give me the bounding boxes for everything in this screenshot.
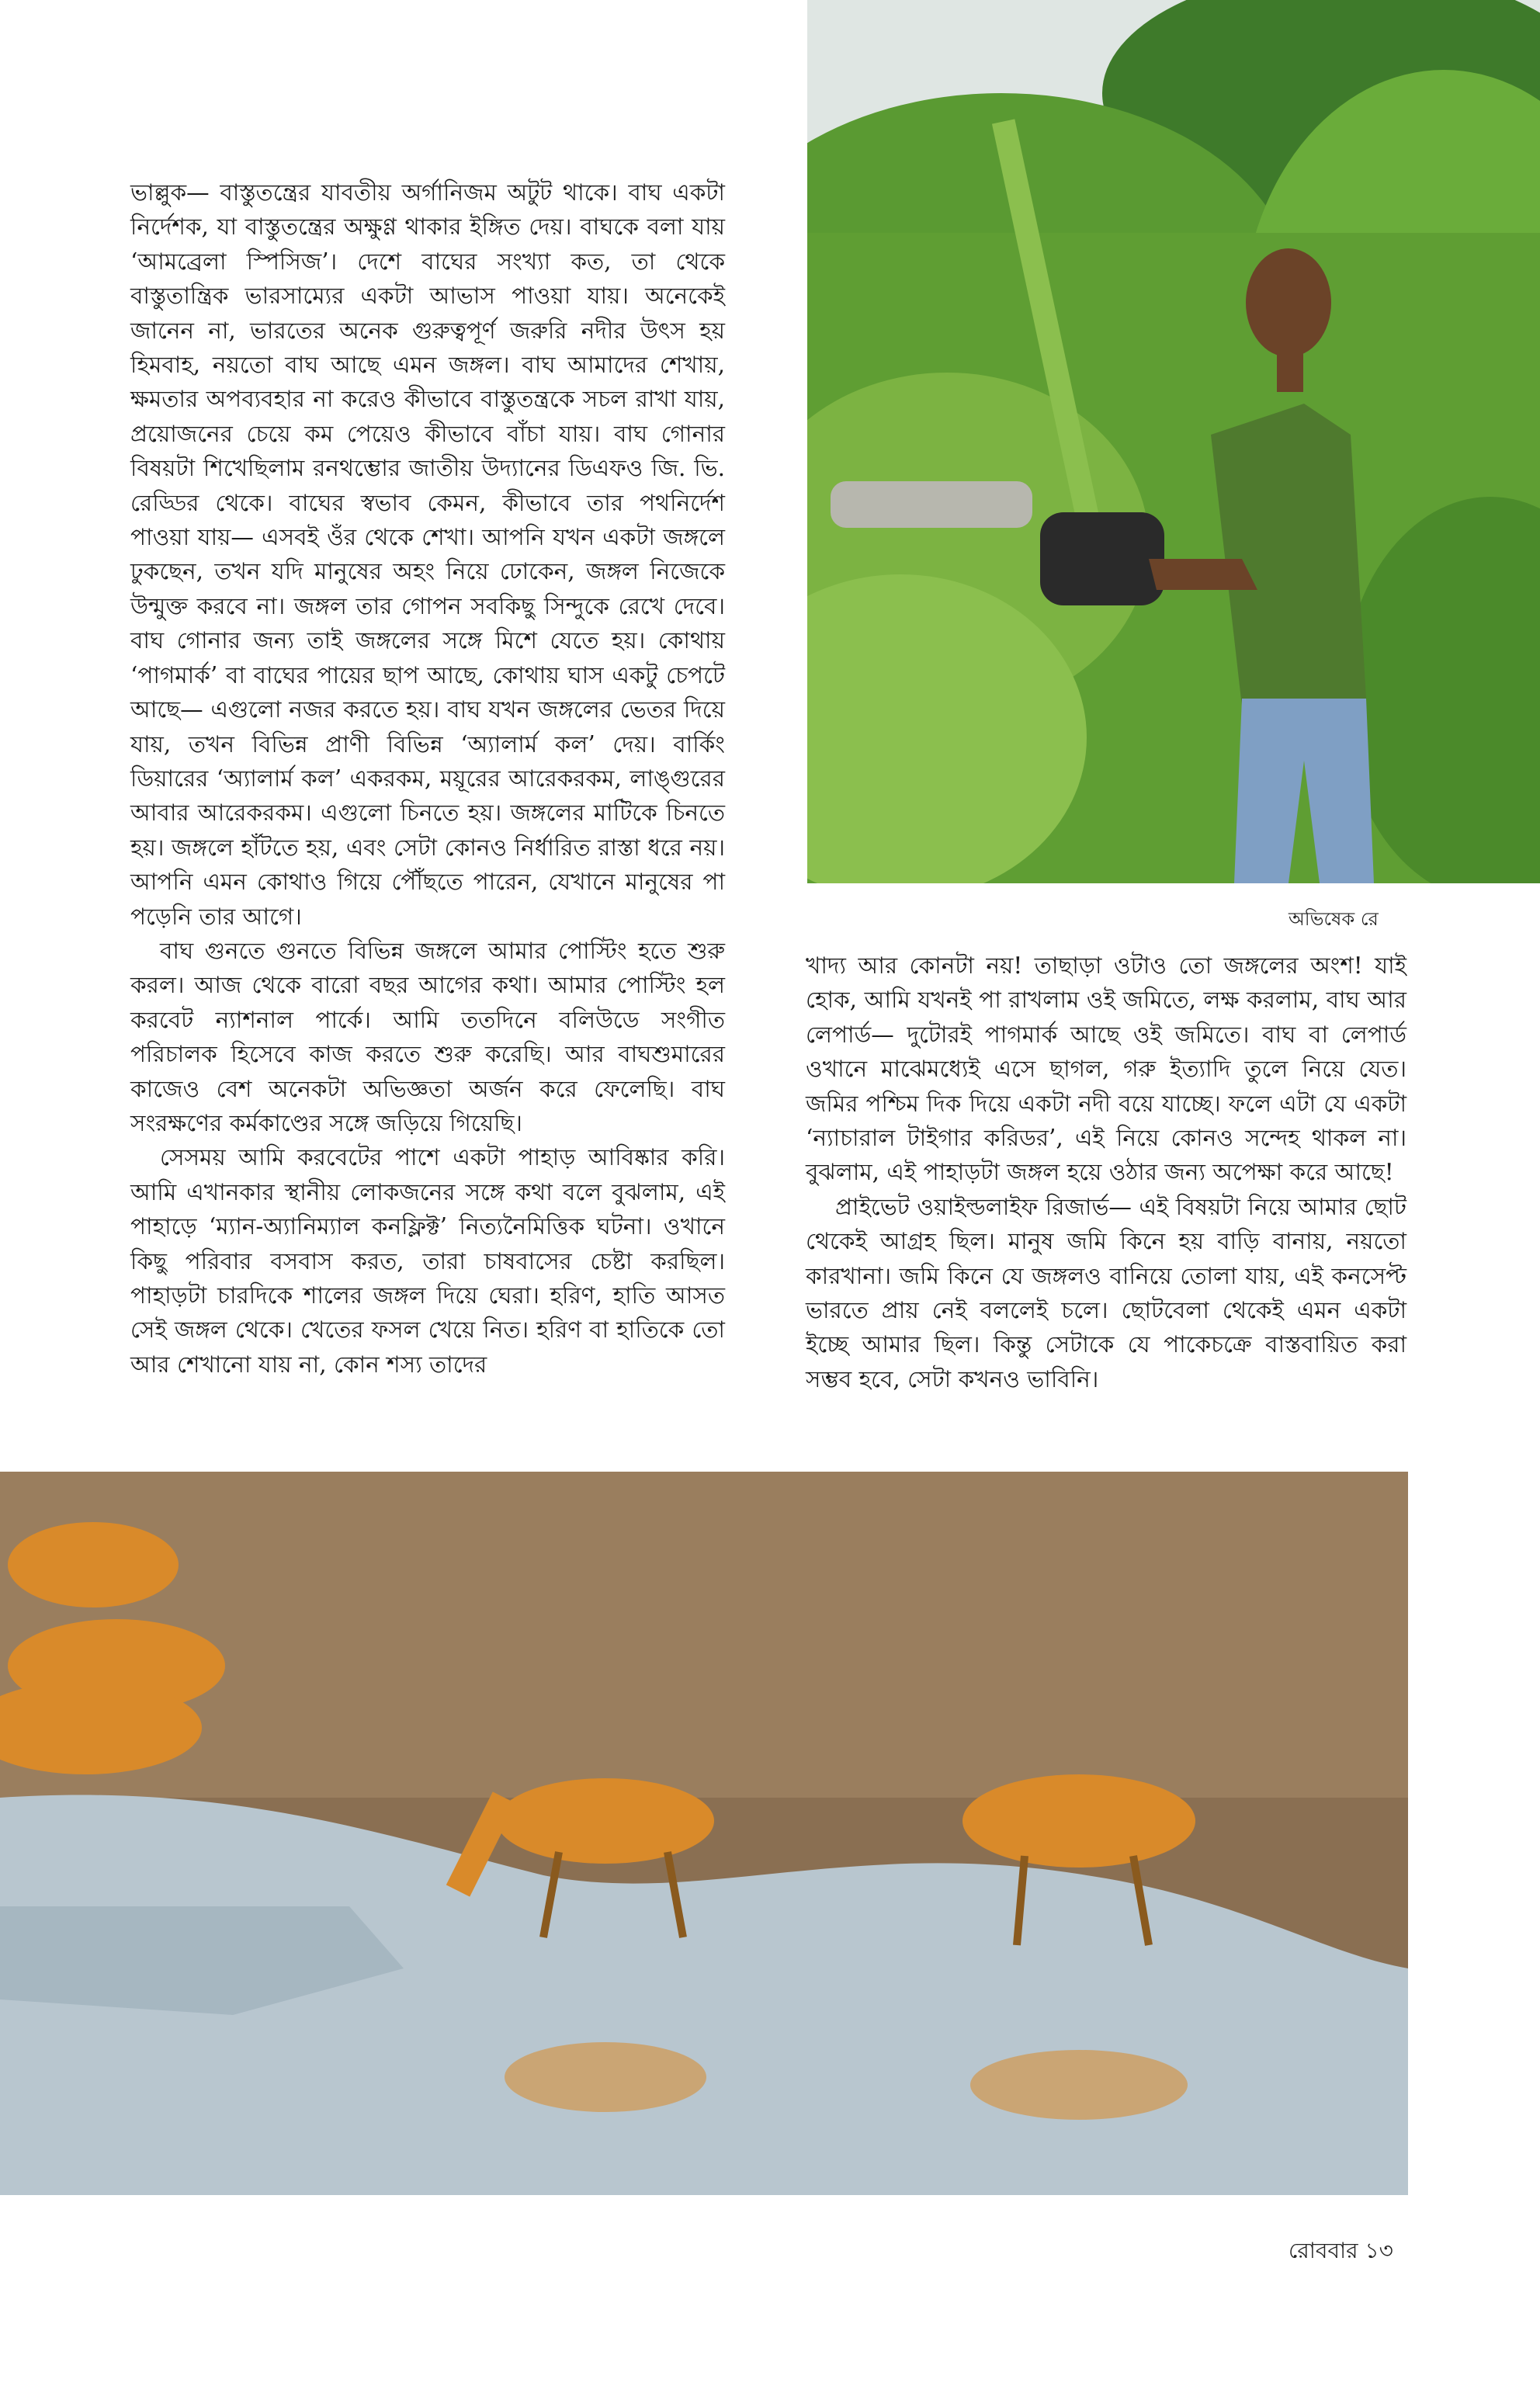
left-text-column bbox=[130, 175, 725, 1382]
paragraph: বাঘ গুনতে গুনতে বিভিন্ন জঙ্গলে আমার পোস্টিং হতে শুরু করল। আজ থেকে বারো বছর আগের কথা। আমার পোস্টিং হল করবেট ন্যাশনাল পার্কে। আমি ততদিনে বলিউডে সংগীত পরিচালক হিসেবে কাজ করতে শুরু করেছি। আর বাঘশুমারের কাজেও বেশ অনেকটা অভিজ্ঞতা অর্জন করে ফেলেছি। বাঘ সংরক্ষণের কর্মকাণ্ডের সঙ্গে জড়িয়ে গিয়েছি। bbox=[130, 937, 725, 1136]
photo-caption: অভিষেক রে bbox=[1289, 908, 1379, 930]
man-holding-sapling-photo bbox=[807, 0, 1540, 883]
paragraph: সেসময় আমি করবেটের পাশে একটা পাহাড় আবিষ্কার করি। আমি এখানকার স্থানীয় লোকজনের সঙ্গে কথা বলে বুঝলাম, এই পাহাড়ে ‘ম্যান-অ্যানিম্যাল কনফ্লিক্ট’ নিত্যনৈমিত্তিক ঘটনা। ওখানে কিছু পরিবার বসবাস করত, তারা চাষবাসের চেষ্টা করছিল। পাহাড়টা চারদিকে শালের জঙ্গল দিয়ে ঘেরা। হরিণ, হাতি আসত সেই জঙ্গল থেকে। খেতের ফসল খেয়ে নিত। হরিণ বা হাতিকে তো আর শেখানো যায় না, কোন শস্য তাদের bbox=[130, 1144, 725, 1378]
paragraph: খাদ্য আর কোনটা নয়! তাছাড়া ওটাও তো জঙ্গলের অংশ! যাই হোক, আমি যখনই পা রাখলাম ওই জমিতে, লক্ষ করলাম, বাঘ আর লেপার্ড— দুটোরই পাগমার্ক আছে ওই জমিতে। বাঘ বা লেপার্ড ওখানে মাঝেমধ্যেই এসে ছাগল, গরু ইত্যাদি তুলে নিয়ে যেত। জমির পশ্চিম দিক দিয়ে একটা নদী বয়ে যাচ্ছে। ফলে এটা যে একটা ‘ন্যাচারাল টাইগার করিডর’, এই নিয়ে কোনও সন্দেহ থাকল না। বুঝলাম, এই পাহাড়টা জঙ্গল হয়ে ওঠার জন্য অপেক্ষা করে আছে! bbox=[806, 952, 1406, 1186]
spotted-deer-photo bbox=[0, 1472, 1408, 2195]
paragraph: প্রাইভেট ওয়াইল্ডলাইফ রিজার্ভ— এই বিষয়টা নিয়ে আমার ছোট থেকেই আগ্রহ ছিল। মানুষ জমি কিনে হয় বাড়ি বানায়, নয়তো কারখানা। জমি কিনে যে জঙ্গলও বানিয়ে তোলা যায়, এই কনসেপ্ট ভারতে প্রায় নেই বললেই চলে। ছোটবেলা থেকেই এমন একটা ইচ্ছে আমার ছিল। কিন্তু সেটাকে যে পাকেচক্রে বাস্তবায়িত করা সম্ভব হবে, সেটা কখনও ভাবিনি। bbox=[806, 1193, 1406, 1392]
right-text-column bbox=[806, 949, 1406, 1396]
paragraph: ভাল্লুক— বাস্তুতন্ত্রের যাবতীয় অর্গানিজম অটুট থাকে। বাঘ একটা নির্দেশক, যা বাস্তুতন্ত্রের অক্ষুণ্ণ থাকার ইঙ্গিত দেয়। বাঘকে বলা যায় ‘আমব্রেলা স্পিসিজ’। দেশে বাঘের সংখ্যা কত, তা থেকে বাস্তুতান্ত্রিক ভারসাম্যের একটা আভাস পাওয়া যায়। অনেকেই জানেন না, ভারতের অনেক গুরুত্বপূর্ণ জরুরি নদীর উৎস হয় হিমবাহ, নয়তো বাঘ আছে এমন জঙ্গল। বাঘ আমাদের শেখায়, ক্ষমতার অপব্যবহার না করেও কীভাবে বাস্তুতন্ত্রকে সচল রাখা যায়, প্রয়োজনের চেয়ে কম পেয়েও কীভাবে বাঁচা যায়। বাঘ গোনার বিষয়টা শিখেছিলাম রনথম্ভোর জাতীয় উদ্যানের ডিএফও জি. ভি. রেড্ডির থেকে। বাঘের স্বভাব কেমন, কীভাবে তার পথনির্দেশ পাওয়া যায়— এসবই ওঁর থেকে শেখা। আপনি যখন একটা জঙ্গলে ঢুকছেন, তখন যদি মানুষের অহং নিয়ে ঢোকেন, জঙ্গল নিজেকে উন্মুক্ত করবে না। জঙ্গল তার গোপন সবকিছু সিন্দুকে রেখে দেবে। বাঘ গোনার জন্য তাই জঙ্গলের সঙ্গে মিশে যেতে হয়। কোথায় ‘পাগমার্ক’ বা বাঘের পায়ের ছাপ আছে, কোথায় ঘাস একটু চেপটে আছে— এগুলো নজর করতে হয়। বাঘ যখন জঙ্গলের ভেতর দিয়ে যায়, তখন বিভিন্ন প্রাণী বিভিন্ন ‘অ্যালার্ম কল’ দেয়। বার্কিং ডিয়ারের ‘অ্যালার্ম কল’ একরকম, ময়ূরের আরেকরকম, লাঙ্গুরের আবার আরেকরকম। এগুলো চিনতে হয়। জঙ্গলের মাটিকে চিনতে হয়। জঙ্গলে হাঁটতে হয়, এবং সেটা কোনও নির্ধারিত রাস্তা ধরে নয়। আপনি এমন কোথাও গিয়ে পৌঁছতে পারেন, যেখানে মানুষের পা পড়েনি তার আগে। bbox=[130, 179, 725, 930]
page-footer: রোববার ১৩ bbox=[1289, 2238, 1393, 2263]
